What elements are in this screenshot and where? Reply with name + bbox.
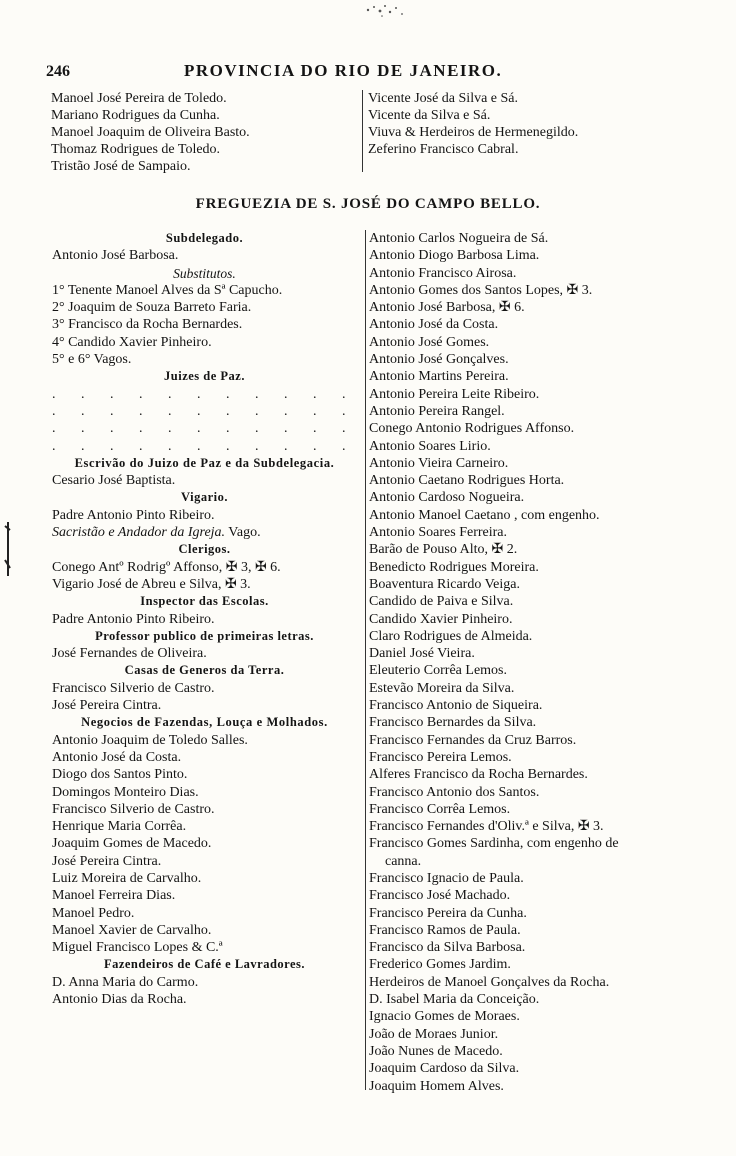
list-item: José Pereira Cintra.: [52, 853, 162, 869]
list-item: Daniel José Vieira.: [369, 646, 475, 662]
list-item: Thomaz Rodrigues de Toledo.: [51, 142, 221, 157]
dot-leader: . . . . . . . . . . .: [52, 403, 357, 419]
list-item: Domingos Monteiro Dias.: [52, 784, 199, 800]
list-item: Vicente da Silva e Sá.: [368, 108, 491, 123]
list-item: Antonio José Gonçalves.: [369, 352, 509, 368]
binding-mark-icon: [2, 520, 12, 580]
heading-fazendeiros: Fazendeiros de Café e Lavradores.: [103, 957, 306, 972]
list-item: Joaquim Gomes de Macedo.: [52, 836, 212, 852]
list-item: José Pereira Cintra.: [52, 698, 162, 714]
top-left-list: [51, 90, 361, 175]
list-item: João Nunes de Macedo.: [369, 1043, 503, 1059]
list-item: Barão de Pouso Alto, ✠ 2.: [369, 542, 518, 558]
list-item: Francisco Antonio dos Santos.: [369, 784, 540, 800]
list-item: Miguel Francisco Lopes & C.ª: [52, 940, 223, 956]
sacristao-label: Sacristão e Andador da Igreja.: [52, 525, 226, 541]
list-item: Antonio Carlos Nogueira de Sá.: [369, 231, 549, 246]
heading-substitutos: Substitutos.: [173, 265, 236, 281]
list-item: Joaquim Homem Alves.: [369, 1078, 504, 1094]
list-item: Boaventura Ricardo Veiga.: [369, 576, 520, 592]
list-item: [52, 524, 357, 541]
list-item: D. Isabel Maria da Conceição.: [369, 992, 540, 1008]
section-title: FREGUEZIA DE S. JOSÉ DO CAMPO BELLO.: [195, 196, 541, 212]
list-item: Manoel Ferreira Dias.: [52, 888, 176, 904]
list-item: Manoel Pedro.: [52, 905, 135, 921]
list-item: Viuva & Herdeiros de Hermenegildo.: [368, 125, 579, 140]
left-column: [52, 230, 357, 1008]
list-item: Vigario José de Abreu e Silva, ✠ 3.: [52, 576, 251, 592]
list-item: Antonio José Gomes.: [369, 334, 490, 350]
list-item: canna.: [385, 853, 422, 869]
list-item: Tristão José de Sampaio.: [51, 159, 191, 174]
list-item: Conego Antº Rodrigº Affonso, ✠ 3, ✠ 6.: [52, 559, 281, 575]
list-item: Candido de Paiva e Silva.: [369, 594, 514, 610]
list-item: Francisco Ignacio de Paula.: [369, 870, 524, 886]
list-item: Antonio Manoel Caetano , com engenho.: [369, 507, 600, 523]
dot-leader: . . . . . . . . . . .: [52, 386, 357, 402]
column-divider: [365, 230, 366, 1090]
list-item: José Fernandes de Oliveira.: [52, 646, 207, 662]
list-item: Francisco Pereira Lemos.: [369, 749, 512, 765]
list-item: 3° Francisco da Rocha Bernardes.: [52, 317, 243, 333]
top-right-list: [368, 90, 698, 158]
list-item: Francisco José Machado.: [369, 888, 511, 904]
dot-leader: . . . . . . . . . . .: [52, 421, 357, 437]
list-item: Vicente José da Silva e Sá.: [368, 91, 519, 106]
list-item: Eleuterio Corrêa Lemos.: [369, 663, 508, 679]
list-item: Francisco Gomes Sardinha, com engenho de: [369, 836, 619, 852]
list-item: Manoel Joaquim de Oliveira Basto.: [51, 125, 250, 140]
dot-leader: . . . . . . . . . . .: [52, 438, 357, 454]
list-item: Candido Xavier Pinheiro.: [369, 611, 513, 627]
list-item: Antonio Francisco Airosa.: [369, 265, 517, 281]
list-item: Antonio José da Costa.: [369, 317, 499, 333]
list-item: Antonio Caetano Rodrigues Horta.: [369, 473, 565, 489]
list-item: Francisco Antonio de Siqueira.: [369, 698, 543, 714]
list-item: Luiz Moreira de Carvalho.: [52, 870, 202, 886]
list-item: Alferes Francisco da Rocha Bernardes.: [369, 767, 588, 783]
list-item: Antonio Cardoso Nogueira.: [369, 490, 525, 506]
list-item: Estevão Moreira da Silva.: [369, 680, 515, 696]
list-item: Claro Rodrigues de Almeida.: [369, 628, 533, 644]
heading-inspector: Inspector das Escolas.: [140, 594, 269, 609]
list-item: João de Moraes Junior.: [369, 1026, 499, 1042]
list-item: Antonio Vieira Carneiro.: [369, 455, 509, 471]
heading-vigario: Vigario.: [181, 490, 228, 505]
column-divider: [362, 90, 363, 172]
list-item: Antonio Soares Lirio.: [369, 438, 491, 454]
list-item: Manoel Xavier de Carvalho.: [52, 922, 212, 938]
heading-subdelegado: Subdelegado.: [165, 231, 244, 245]
list-item: Joaquim Cardoso da Silva.: [369, 1061, 520, 1077]
list-item: Francisco Ramos de Paula.: [369, 922, 521, 938]
list-item: Mariano Rodrigues da Cunha.: [51, 108, 220, 123]
list-item: Cesario José Baptista.: [52, 473, 176, 489]
list-item: Padre Antonio Pinto Ribeiro.: [52, 611, 215, 627]
list-item: Diogo dos Santos Pinto.: [52, 767, 188, 783]
list-item: Benedicto Rodrigues Moreira.: [369, 559, 539, 575]
list-item: Antonio José Barbosa, ✠ 6.: [369, 300, 525, 316]
list-item: Antonio Joaquim de Toledo Salles.: [52, 732, 248, 748]
list-item: Antonio Dias da Rocha.: [52, 992, 187, 1008]
list-item: Antonio José da Costa.: [52, 749, 182, 765]
heading-clerigos: Clerigos.: [178, 542, 231, 557]
list-item: Francisco Fernandes d'Oliv.ª e Silva, ✠ 3.: [369, 819, 604, 835]
list-item: Francisco da Silva Barbosa.: [369, 940, 526, 956]
list-item: 2° Joaquim de Souza Barreto Faria.: [52, 300, 252, 316]
list-item: Conego Antonio Rodrigues Affonso.: [369, 421, 575, 437]
list-item: 1° Tenente Manoel Alves da Sª Capucho.: [52, 282, 283, 298]
list-item: Francisco Silverio de Castro.: [52, 801, 215, 817]
list-item: Padre Antonio Pinto Ribeiro.: [52, 507, 215, 523]
decorative-mark-icon: [360, 2, 410, 20]
running-head: PROVINCIA DO RIO DE JANEIRO.: [184, 61, 503, 80]
list-item: Francisco Fernandes da Cruz Barros.: [369, 732, 577, 748]
list-item: Antonio José Barbosa.: [52, 248, 179, 264]
list-item: Antonio Gomes dos Santos Lopes, ✠ 3.: [369, 282, 593, 298]
list-item: 4° Candido Xavier Pinheiro.: [52, 334, 212, 350]
right-column: [369, 230, 699, 1095]
list-item: Francisco Pereira da Cunha.: [369, 905, 527, 921]
list-item: Antonio Martins Pereira.: [369, 369, 509, 385]
list-item: Herdeiros de Manoel Gonçalves da Rocha.: [369, 974, 610, 990]
list-item: Antonio Pereira Rangel.: [369, 403, 505, 419]
list-item: 5° e 6° Vagos.: [52, 352, 132, 368]
list-item: Manoel José Pereira de Toledo.: [51, 91, 227, 106]
heading-juizes: Juizes de Paz.: [164, 369, 245, 384]
list-item: Antonio Pereira Leite Ribeiro.: [369, 386, 540, 402]
list-item: Antonio Soares Ferreira.: [369, 525, 508, 541]
sacristao-value: Vago.: [228, 525, 261, 541]
list-item: Zeferino Francisco Cabral.: [368, 142, 519, 157]
list-item: Francisco Corrêa Lemos.: [369, 801, 511, 817]
list-item: Francisco Silverio de Castro.: [52, 680, 215, 696]
list-item: D. Anna Maria do Carmo.: [52, 974, 199, 990]
heading-negocios: Negocios de Fazendas, Louça e Molhados.: [81, 715, 328, 730]
list-item: Ignacio Gomes de Moraes.: [369, 1009, 520, 1025]
page-number: 246: [46, 63, 70, 80]
list-item: Antonio Diogo Barbosa Lima.: [369, 248, 540, 264]
list-item: Henrique Maria Corrêa.: [52, 819, 187, 835]
list-item: Francisco Bernardes da Silva.: [369, 715, 537, 731]
heading-escrivao: Escrivão do Juizo de Paz e da Subdelegacia.: [74, 455, 335, 470]
heading-professor: Professor publico de primeiras letras.: [95, 628, 314, 643]
list-item: Frederico Gomes Jardim.: [369, 957, 511, 973]
heading-casas: Casas de Generos da Terra.: [124, 663, 285, 678]
